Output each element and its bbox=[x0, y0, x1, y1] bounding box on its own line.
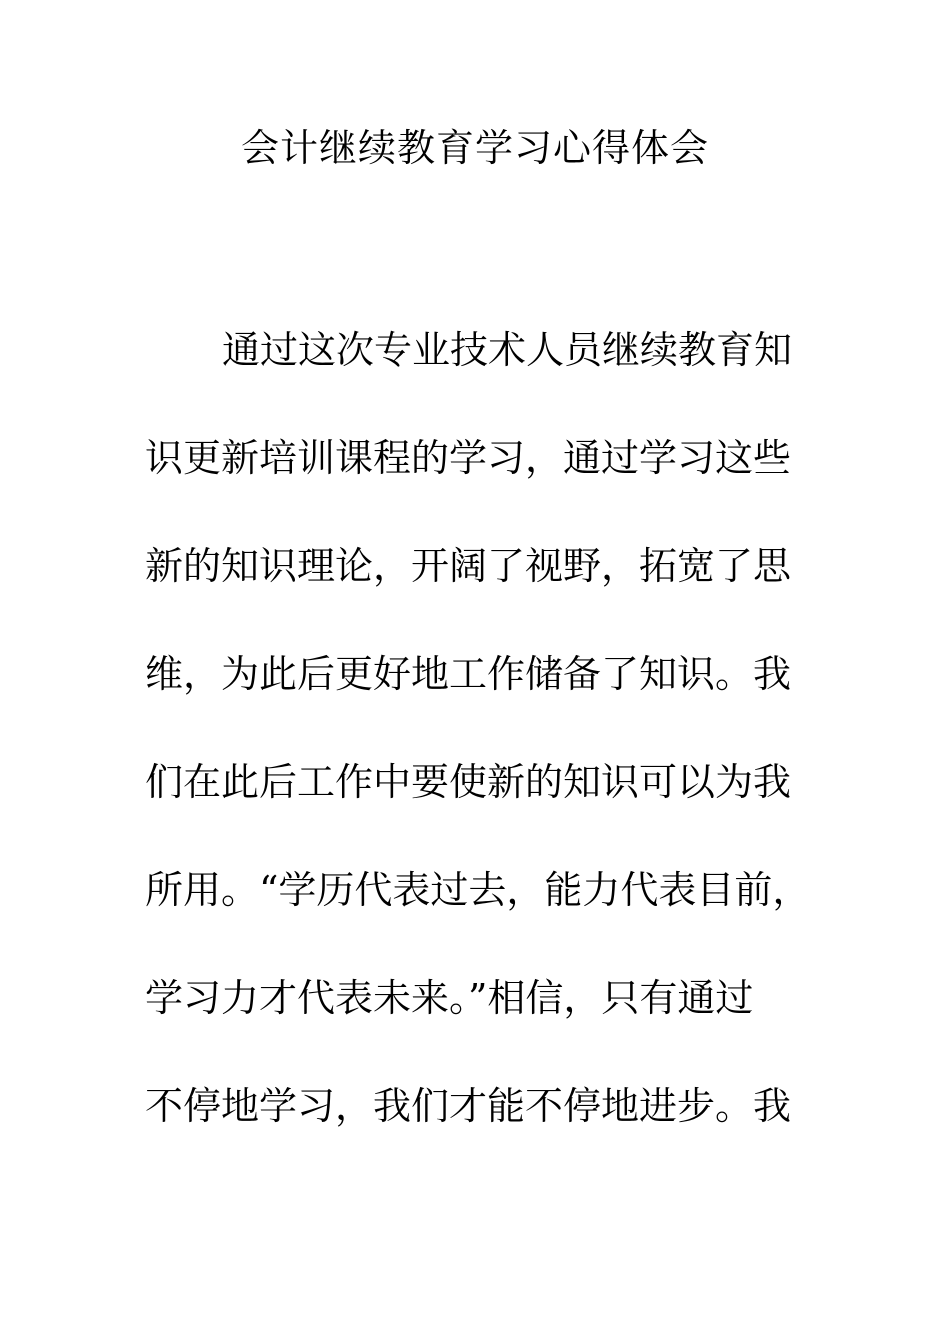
document-body bbox=[145, 320, 845, 1184]
body-line: 学习力才代表未来。”相信，只有通过 bbox=[145, 976, 754, 1020]
body-line: 不停地学习，我们才能不停地进步。我 bbox=[145, 1084, 792, 1128]
body-line: 通过这次专业技术人员继续教育知 bbox=[222, 328, 793, 372]
body-line: 维，为此后更好地工作储备了知识。我 bbox=[145, 652, 792, 696]
body-line: 所用。“学历代表过去，能力代表目前， bbox=[145, 868, 811, 912]
body-line: 识更新培训课程的学习，通过学习这些 bbox=[145, 436, 792, 480]
body-line: 们在此后工作中要使新的知识可以为我 bbox=[145, 760, 792, 804]
document-title: 会计继续教育学习心得体会 bbox=[240, 126, 709, 170]
body-line: 新的知识理论，开阔了视野，拓宽了思 bbox=[145, 544, 792, 588]
